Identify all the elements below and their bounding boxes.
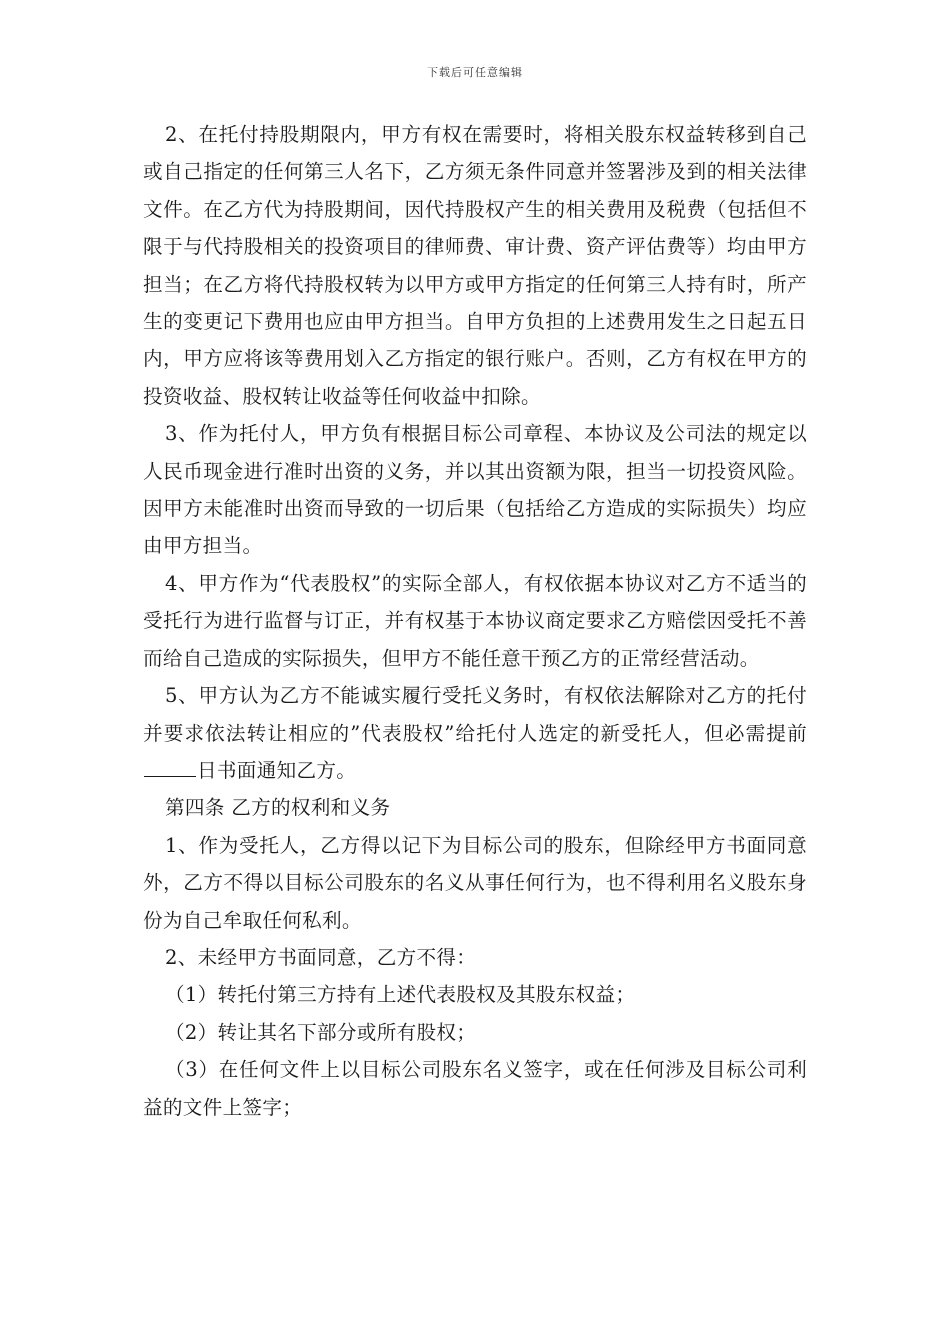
clause-4-2-item-3: （3）在任何文件上以目标公司股东名义签字，或在任何涉及目标公司利益的文件上签字；: [143, 1058, 807, 1119]
clause-3-5-text-before: 5、甲方认为乙方不能诚实履行受托义务时，有权依法解除对乙方的托付并要求依法转让相应的”代表股权”给托付人选定的新受托人，但必需提前: [143, 684, 807, 745]
clause-3-2: 2、在托付持股期限内，甲方有权在需要时，将相关股东权益转移到自己或自己指定的任何第三人名下，乙方须无条件同意并签署涉及到的相关法律文件。在乙方代为持股期间，因代持股权产生的相关费用及税费（包括但不限于与代持股相关的投资项目的律师费、审计费、资产评估费等）均由甲方担当；在乙方将代持股权转为以甲方或甲方指定的任何第三人持有时，所产生的变更记下费用也应由甲方担当。自甲方负担的上述费用发生之日起五日内，甲方应将该等费用划入乙方指定的银行账户。否则，乙方有权在甲方的投资收益、股权转让收益等任何收益中扣除。: [143, 123, 807, 408]
clause-4-2-item-2: （2）转让其名下部分或所有股权；: [165, 1020, 477, 1044]
clause-4-2-item-1: （1）转托付第三方持有上述代表股权及其股东权益；: [165, 983, 636, 1007]
clause-3-5-text-after: 日书面通知乙方。: [197, 758, 357, 782]
fill-in-blank: [144, 758, 196, 777]
clause-3-3: 3、作为托付人，甲方负有根据目标公司章程、本协议及公司法的规定以人民币现金进行准时出资的义务，并以其出资额为限，担当一切投资风险。因甲方未能准时出资而导致的一切后果（包括给乙方造成的实际损失）均应由甲方担当。: [143, 422, 807, 558]
header-note: 下载后可任意编辑: [427, 66, 523, 79]
clause-3-4: 4、甲方作为“代表股权”的实际全部人，有权依据本协议对乙方不适当的受托行为进行监督与订正，并有权基于本协议商定要求乙方赔偿因受托不善而给自己造成的实际损失，但甲方不能任意干预乙方的正常经营活动。: [143, 571, 807, 670]
clause-4-2: 2、未经甲方书面同意，乙方不得：: [165, 945, 477, 969]
clause-4-1: 1、作为受托人，乙方得以记下为目标公司的股东，但除经甲方书面同意外，乙方不得以目标公司股东的名义从事任何行为，也不得利用名义股东身份为自己牟取任何私利。: [143, 833, 807, 932]
clause-3-5: [143, 677, 807, 789]
section-title: 第四条 乙方的权利和义务: [165, 796, 391, 820]
document-body: [143, 116, 807, 1126]
